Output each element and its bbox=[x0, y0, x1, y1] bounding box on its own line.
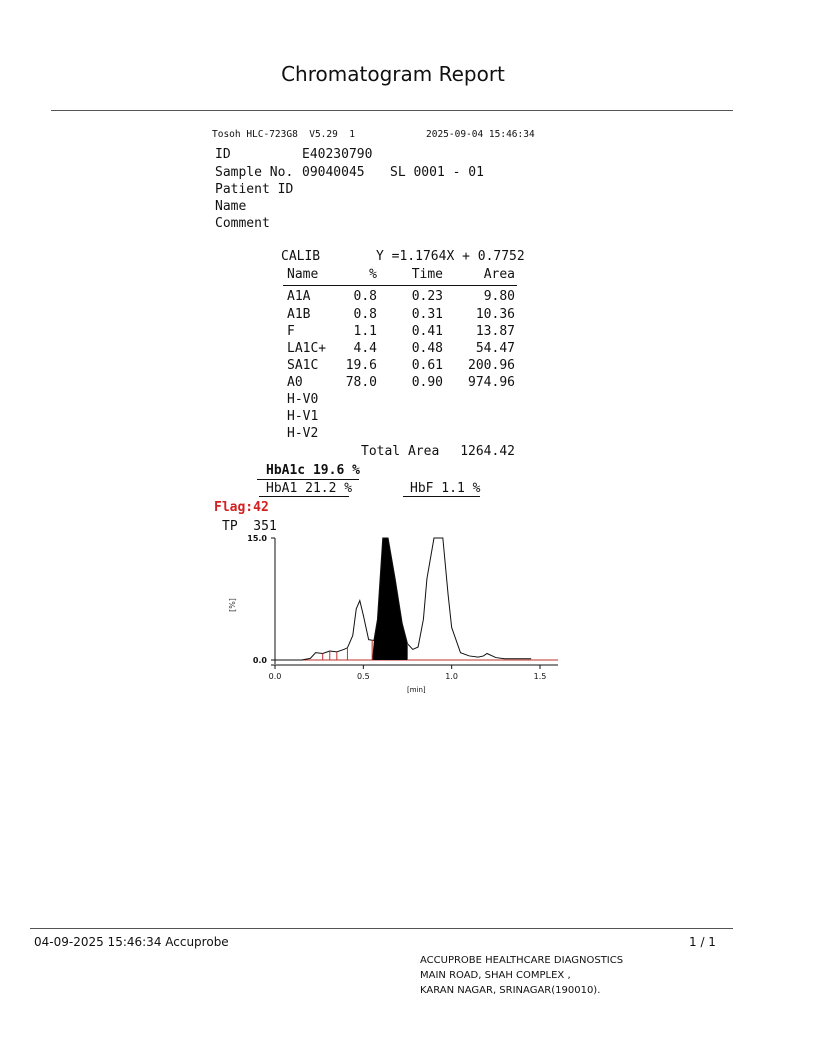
rack-position: SL 0001 - 01 bbox=[390, 165, 484, 180]
header-area: Area bbox=[483, 267, 515, 282]
address-line-2: MAIN ROAD, SHAH COMPLEX , bbox=[420, 970, 571, 981]
sample-no-value: 09040045 bbox=[302, 165, 365, 180]
x-tick-label: 1.0 bbox=[445, 672, 459, 681]
id-label: ID bbox=[215, 147, 231, 162]
flag-indicator: Flag:42 bbox=[214, 500, 269, 515]
name-label: Name bbox=[215, 199, 247, 214]
table-row: A1B 0.8 0.31 10.36 bbox=[287, 307, 515, 322]
address-line-1: ACCUPROBE HEALTHCARE DIAGNOSTICS bbox=[420, 955, 624, 966]
x-tick-label: 1.5 bbox=[533, 672, 547, 681]
x-tick-label: 0.0 bbox=[268, 672, 282, 681]
table-row: LA1C+ 4.4 0.48 54.47 bbox=[287, 341, 515, 356]
calib-equation: Y =1.1764X + 0.7752 bbox=[376, 249, 525, 264]
calib-label: CALIB bbox=[281, 249, 321, 264]
tp-value: TP 351 bbox=[222, 519, 277, 534]
y-axis-label: [%] bbox=[228, 598, 237, 612]
table-row: F 1.1 0.41 13.87 bbox=[287, 324, 515, 339]
table-row: H-V1 bbox=[287, 409, 319, 424]
table-row: A1A 0.8 0.23 9.80 bbox=[287, 289, 515, 304]
table-row: H-V0 bbox=[287, 392, 319, 407]
table-row: SA1C 19.6 0.61 200.96 bbox=[287, 358, 515, 373]
hbf-result: HbF 1.1 % bbox=[410, 481, 481, 496]
x-tick-label: 0.5 bbox=[356, 672, 370, 681]
footer-datetime-lab: 04-09-2025 15:46:34 Accuprobe bbox=[34, 935, 229, 949]
page-number: 1 / 1 bbox=[689, 935, 716, 949]
hbf-underline bbox=[403, 496, 480, 497]
total-area-label: Total Area bbox=[361, 444, 440, 459]
y-tick-label: 15.0 bbox=[247, 534, 267, 543]
comment-label: Comment bbox=[215, 216, 270, 231]
hba1c-result: HbA1c 19.6 % bbox=[266, 463, 360, 478]
results-table bbox=[287, 267, 517, 467]
total-area-row bbox=[287, 444, 517, 461]
hba1-result: HbA1 21.2 % bbox=[266, 481, 353, 496]
sample-no-label: Sample No. bbox=[215, 165, 294, 180]
hba1c-underline bbox=[257, 479, 359, 480]
chromatogram-chart bbox=[220, 530, 580, 700]
report-title: Chromatogram Report bbox=[281, 62, 505, 86]
instrument-datetime: 2025-09-04 15:46:34 bbox=[426, 129, 535, 140]
header-time: Time bbox=[411, 267, 443, 282]
total-area-value: 1264.42 bbox=[460, 444, 515, 459]
address-line-3: KARAN NAGAR, SRINAGAR(190010). bbox=[420, 985, 601, 996]
id-value: E40230790 bbox=[302, 147, 373, 162]
bottom-divider bbox=[30, 928, 733, 929]
table-row: H-V2 bbox=[287, 426, 319, 441]
instrument-version: Tosoh HLC-723G8 V5.29 1 bbox=[212, 129, 355, 140]
header-name: Name bbox=[287, 267, 319, 282]
x-axis-label: [min] bbox=[406, 686, 426, 694]
header-pct: % bbox=[369, 267, 377, 282]
table-row: A0 78.0 0.90 974.96 bbox=[287, 375, 515, 390]
patient-id-label: Patient ID bbox=[215, 182, 294, 197]
top-divider bbox=[51, 110, 733, 111]
sa1c-peak-fill bbox=[372, 538, 407, 660]
hba1-underline bbox=[259, 496, 349, 497]
table-header-rule bbox=[283, 285, 517, 286]
table-header bbox=[287, 267, 517, 284]
y-tick-label: 0.0 bbox=[252, 656, 267, 665]
